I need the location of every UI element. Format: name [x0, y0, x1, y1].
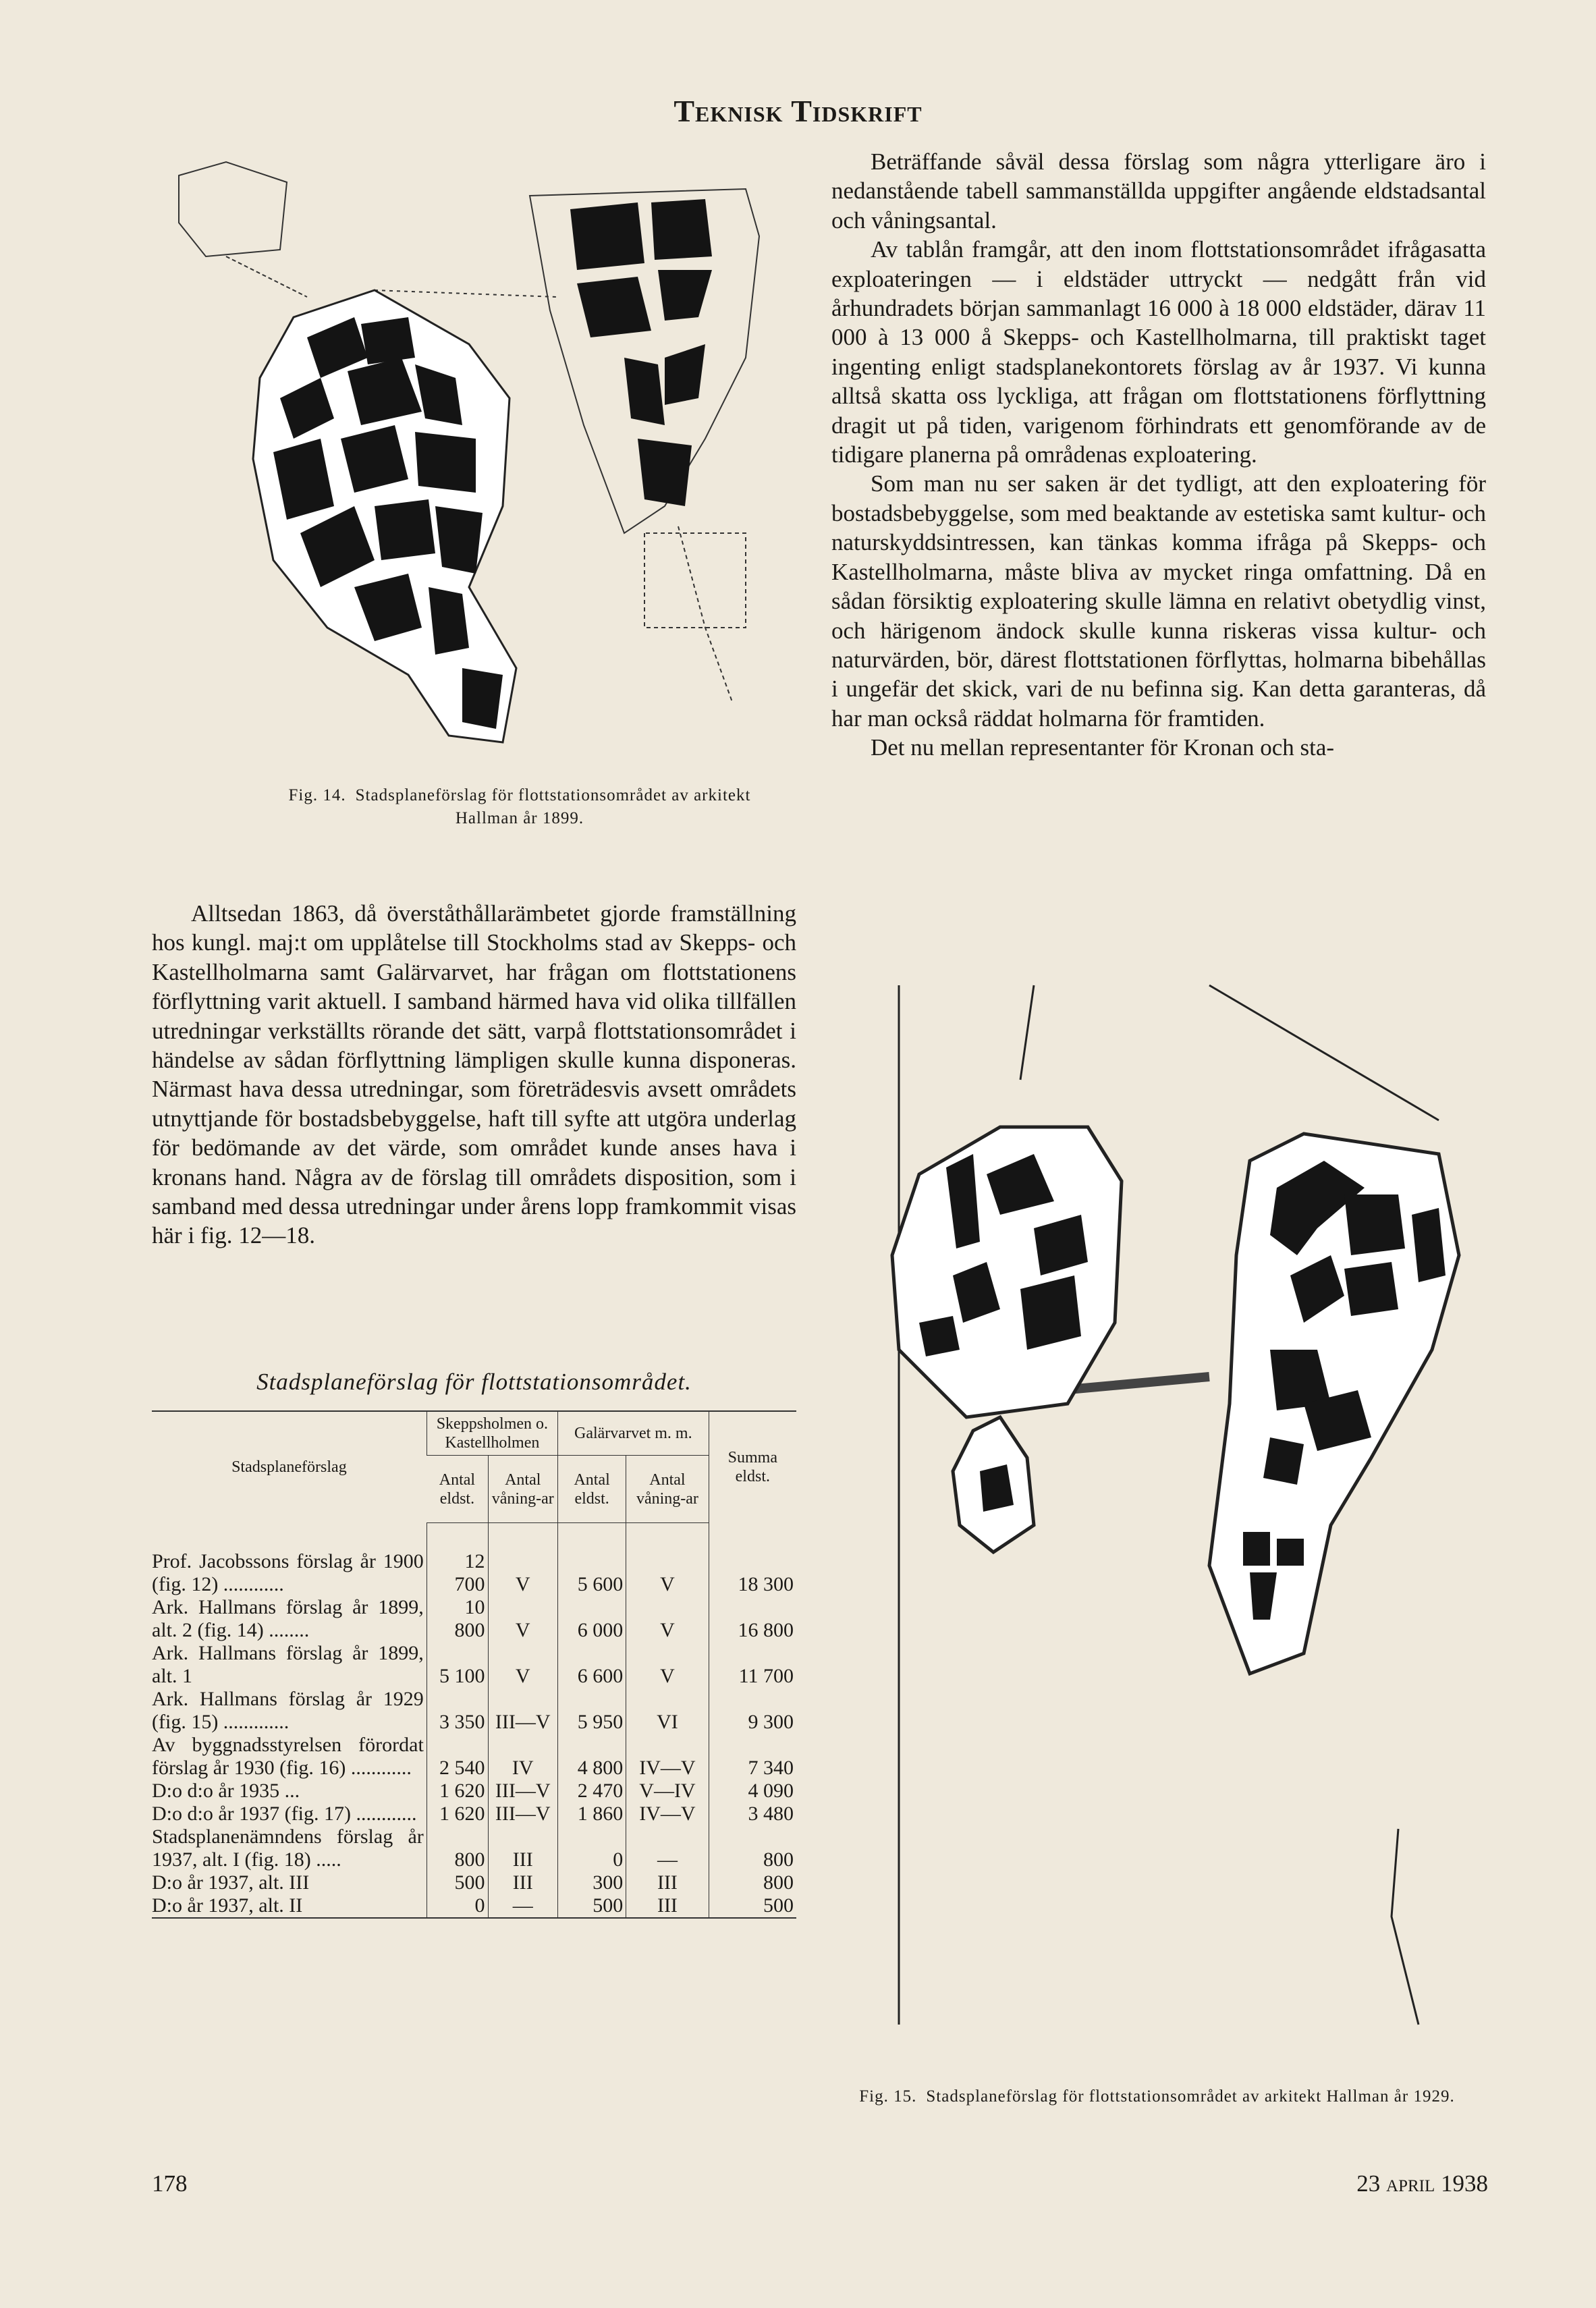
cell-c: 300 [557, 1871, 626, 1894]
cell-a: 12 700 [426, 1550, 488, 1596]
cell-c: 6 000 [557, 1596, 626, 1642]
issue-date: 23 april 1938 [1356, 2170, 1488, 2197]
cell-name: Ark. Hallmans förslag år 1899, alt. 2 (fig. 14) ........ [152, 1595, 424, 1641]
cell-a: 0 [426, 1894, 488, 1918]
cell-a: 500 [426, 1871, 488, 1894]
cell-name: D:o år 1937, alt. III [152, 1871, 310, 1894]
paragraph-conclusion: Som man nu ser saken är det tydligt, att den exploatering för bostadsbebyggelse, som med beaktande av estetiska samt kultur- och naturskyddsintressen, kan tänkas komma ifråga på Skepps- och Kastellholmarna, måste bliva av mycket ringa omfattning. Då en sådan försiktig exploatering skulle lämna en relativt obetydlig vinst, och härigenom ändock skulle kunna riskeras vissa kultur- och naturvärden, bör, därest flottstationen förflyttas, holmarna bibehållas i ungefär det skick, vari de nu befinna sig. Kan detta garanteras, då har man också räddat holmarna för framtiden. [831, 470, 1486, 732]
cell-d: VI [626, 1688, 709, 1734]
paragraph-history: Alltsedan 1863, då överståthållarämbetet gjorde framställning hos kungl. maj:t om upplåtelse till Stockholms stad av Skepps- och Kastellholmarna samt Galärvarvet, har frågan om flottstationens förflyttning varit aktuell. I samband härmed hava vid olika tillfällen utredningar verkställts rörande det sätt, varpå flottstationsområdet i händelse av sådan förflyttning lämpligen skulle kunna disponeras. Närmast hava dessa utredningar, som företrädesvis avsett områdets utnyttjande för bostadsbebyggelse, haft till syfte att utgöra underlag för bedömande av det värde, som området kunde anses hava i kronans hand. Några av de förslag till områdets disposition, som i samband med dessa utredningar under årens lopp framkommit visas här i fig. 12—18. [152, 900, 796, 1249]
cell-a: 1 620 [426, 1803, 488, 1825]
cell-c: 5 600 [557, 1550, 626, 1596]
cell-name: D:o d:o år 1935 ... [152, 1779, 300, 1802]
paragraph-intro: Beträffande såväl dessa förslag som några ytterligare äro i nedanstående tabell sammanställda uppgifter angående eldstadsantal och våningsantal. [831, 148, 1486, 233]
figure-14-label: Fig. 14. [288, 786, 346, 804]
right-column-text [831, 147, 1486, 763]
paragraph-table-summary: Av tablån framgår, att den inom flottstationsområdet ifrågasatta exploateringen — i eldstäder uttryckt — nedgått från vid århundradets början sammanlagt 16 000 à 18 000 eldstäder, därav 11 000 à 13 000 å Skepps- och Kastellholmarna, till praktiskt taget ingenting enligt stadsplanekontorets förslag av år 1937. Vi kunna alltså skatta oss lyckliga, att frågan om flottstationens förflyttning dragit ut på tiden, varigenom förhindrats ett genomförande av de tidigare planerna på områdenas exploatering. [831, 236, 1486, 468]
figure-14-caption [256, 784, 783, 830]
cell-d: III [626, 1871, 709, 1894]
cell-d: IV—V [626, 1734, 709, 1780]
cell-sum: 4 090 [709, 1780, 796, 1803]
cell-b: III [488, 1871, 557, 1894]
cell-b: V [488, 1550, 557, 1596]
cell-sum: 500 [709, 1894, 796, 1918]
cell-b: — [488, 1894, 557, 1918]
cell-sum: 9 300 [709, 1688, 796, 1734]
cell-d: IV—V [626, 1803, 709, 1825]
header-floors-1: Antal våning-ar [488, 1456, 557, 1523]
table-row [152, 1780, 796, 1803]
cell-name: Ark. Hallmans förslag år 1899, alt. 1 [152, 1641, 424, 1687]
header-galarvarvet: Galärvarvet m. m. [557, 1411, 709, 1456]
cell-b: III—V [488, 1780, 557, 1803]
left-column-text [152, 899, 796, 1251]
cell-name: D:o d:o år 1937 (fig. 17) ............ [152, 1802, 417, 1825]
cell-d: — [626, 1825, 709, 1871]
table-row [152, 1734, 796, 1780]
cell-a: 800 [426, 1825, 488, 1871]
header-floors-2: Antal våning-ar [626, 1456, 709, 1523]
header-proposal: Stadsplaneförslag [152, 1411, 426, 1523]
table-row [152, 1642, 796, 1688]
table-row [152, 1688, 796, 1734]
table-row [152, 1803, 796, 1825]
cell-a: 5 100 [426, 1642, 488, 1688]
paragraph-continued: Det nu mellan representanter för Kronan och sta- [871, 734, 1335, 761]
cell-b: III—V [488, 1688, 557, 1734]
cell-name: Prof. Jacobssons förslag år 1900 (fig. 12) ............ [152, 1549, 424, 1595]
cell-a: 10 800 [426, 1596, 488, 1642]
cell-c: 5 950 [557, 1688, 626, 1734]
cell-d: V [626, 1642, 709, 1688]
figure-15-caption-text: Stadsplaneförslag för flottstationsområdet av arkitekt Hallman år 1929. [926, 2087, 1455, 2106]
table-row [152, 1894, 796, 1918]
cell-c: 1 860 [557, 1803, 626, 1825]
cell-c: 0 [557, 1825, 626, 1871]
cell-sum: 7 340 [709, 1734, 796, 1780]
figure-14-caption-text: Stadsplaneförslag för flottstationsområdet av arkitekt Hallman år 1899. [355, 786, 751, 827]
header-skeppsholmen: Skeppsholmen o. Kastellholmen [426, 1411, 557, 1456]
cell-a: 3 350 [426, 1688, 488, 1734]
cell-sum: 18 300 [709, 1550, 796, 1596]
table-row [152, 1596, 796, 1642]
cell-a: 1 620 [426, 1780, 488, 1803]
proposal-table [152, 1410, 796, 1919]
cell-name: Av byggnadsstyrelsen förordat förslag år 1930 (fig. 16) ............ [152, 1733, 424, 1779]
cell-c: 6 600 [557, 1642, 626, 1688]
cell-sum: 800 [709, 1825, 796, 1871]
header-fireplaces-2: Antal eldst. [557, 1456, 626, 1523]
table-row [152, 1825, 796, 1871]
page-number: 178 [152, 2170, 188, 2197]
cell-b: IV [488, 1734, 557, 1780]
figure-14-map [152, 155, 793, 763]
cell-c: 4 800 [557, 1734, 626, 1780]
cell-d: III [626, 1894, 709, 1918]
figure-15-label: Fig. 15. [859, 2087, 917, 2106]
cell-sum: 3 480 [709, 1803, 796, 1825]
header-fireplaces-1: Antal eldst. [426, 1456, 488, 1523]
cell-c: 500 [557, 1894, 626, 1918]
cell-name: D:o år 1937, alt. II [152, 1894, 426, 1918]
table-row [152, 1550, 796, 1596]
cell-b: III [488, 1825, 557, 1871]
table-row [152, 1871, 796, 1894]
cell-sum: 16 800 [709, 1596, 796, 1642]
figure-15-map [831, 972, 1483, 2065]
cell-name: Ark. Hallmans förslag år 1929 (fig. 15) ............. [152, 1687, 424, 1733]
cell-sum: 11 700 [709, 1642, 796, 1688]
journal-title: Teknisk Tidskrift [673, 94, 923, 128]
cell-c: 2 470 [557, 1780, 626, 1803]
cell-d: V [626, 1550, 709, 1596]
cell-sum: 800 [709, 1871, 796, 1894]
cell-b: III—V [488, 1803, 557, 1825]
cell-b: V [488, 1642, 557, 1688]
table-title: Stadsplaneförslag för flottstationsområdet. [256, 1369, 692, 1395]
cell-d: V [626, 1596, 709, 1642]
figure-15-caption [831, 2085, 1483, 2108]
cell-a: 2 540 [426, 1734, 488, 1780]
cell-name: Stadsplanenämndens förslag år 1937, alt. I (fig. 18) ..... [152, 1825, 424, 1871]
cell-b: V [488, 1596, 557, 1642]
header-sum: Summa eldst. [709, 1411, 796, 1523]
cell-d: V—IV [626, 1780, 709, 1803]
